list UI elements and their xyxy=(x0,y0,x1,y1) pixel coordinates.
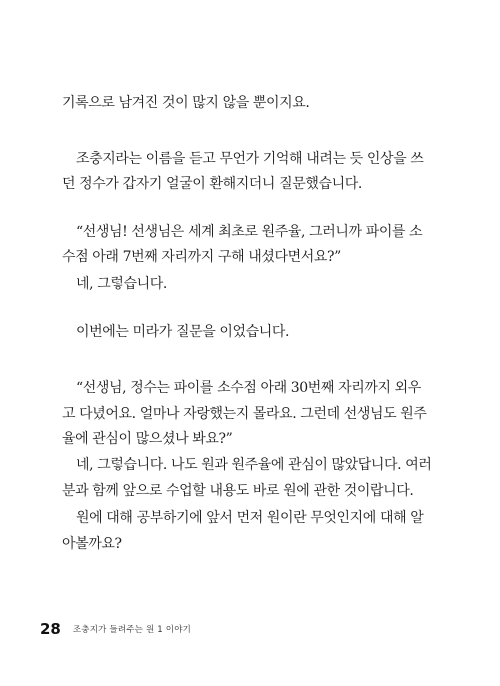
text-line: 분과 함께 앞으로 수업할 내용도 바로 원에 관한 것이랍니다. xyxy=(62,483,414,499)
text-line: 네, 그렇습니다. xyxy=(76,276,167,292)
page-footer xyxy=(40,618,191,640)
running-title: 조충지가 들려주는 원 1 이야기 xyxy=(72,625,192,635)
text-line: 네, 그렇습니다. 나도 원과 원주율에 관심이 많았답니다. 여러 xyxy=(76,457,432,473)
text-line: 수점 아래 7번째 자리까지 구해 내셨다면서요?” xyxy=(62,249,341,265)
text-line: 아볼까요? xyxy=(62,536,122,552)
text-line: “선생님, 정수는 파이를 소수점 아래 30번째 자리까지 외우 xyxy=(76,380,421,396)
text-line: 조충지라는 이름을 듣고 무언가 기억해 내려는 듯 인상을 쓰 xyxy=(76,151,424,167)
text-line: 원에 대해 공부하기에 앞서 먼저 원이란 무엇인지에 대해 알 xyxy=(76,510,424,526)
page-number: 28 xyxy=(40,620,61,638)
text-line: 던 정수가 갑자기 얼굴이 환해지더니 질문했습니다. xyxy=(62,176,362,192)
text-line: “선생님! 선생님은 세계 최초로 원주율, 그러니까 파이를 소 xyxy=(76,224,423,240)
text-line: 율에 관심이 많으셨나 봐요?” xyxy=(62,431,233,447)
text-line: 고 다녔어요. 얼마나 자랑했는지 몰라요. 그런데 선생님도 원주 xyxy=(62,406,427,422)
text-line: 이번에는 미라가 질문을 이었습니다. xyxy=(76,324,290,340)
text-line: 기록으로 남겨진 것이 많지 않을 뿐이지요. xyxy=(62,95,310,111)
